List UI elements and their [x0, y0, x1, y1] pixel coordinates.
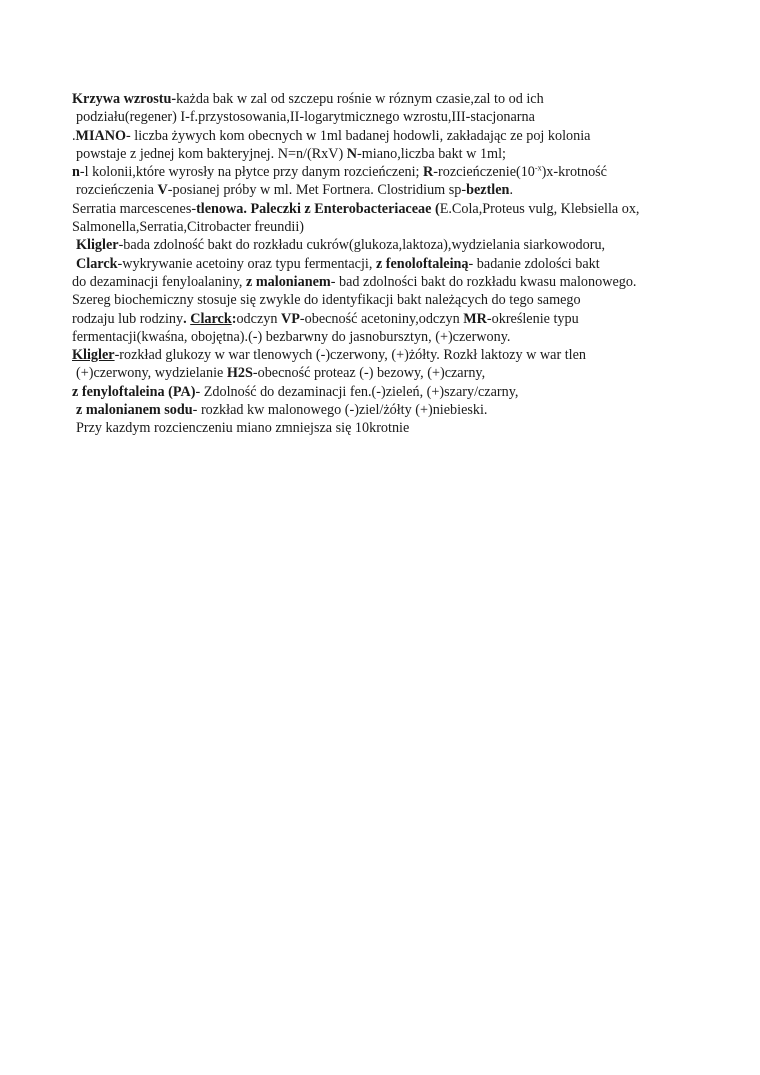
bold-term: Krzywa wzrostu- [72, 91, 177, 107]
text-line [72, 401, 712, 419]
bold-term: z fenoloftaleiną [375, 255, 469, 272]
text-run: - badanie zdolości bakt [468, 255, 600, 272]
text-line [72, 328, 712, 346]
bold-term: n [72, 164, 80, 181]
text-run: - Zdolność do dezaminacji fen.(-)zieleń, (+)szary/czarny, [195, 383, 519, 400]
text-line [72, 218, 712, 236]
text-run: -rozcieńczenie(10 [433, 164, 535, 181]
text-run: podziału(regener) I-f.przystosowania,II-logarytmicznego wzrostu,III-stacjonarna [76, 109, 535, 126]
bold-term: R [423, 164, 434, 181]
bold-term: z fenyloftaleina (PA) [72, 383, 196, 400]
text-line [72, 273, 712, 291]
text-run: powstaje z jednej kom bakteryjnej. N=n/(RxV) [76, 145, 347, 162]
text-line [72, 291, 712, 309]
bold-term: MIANO [75, 127, 126, 144]
text-line [72, 90, 712, 108]
bold-term: N [346, 145, 358, 162]
text-run: -l kolonii,które wyrosły na płytce przy danym rozcieńczeni; [79, 164, 424, 181]
text-run: fermentacji(kwaśna, obojętna).(-) bezbarwny do jasnobursztyn, (+)czerwony. [72, 328, 511, 345]
text-run: Salmonella,Serratia,Citrobacter freundii) [72, 219, 305, 236]
bold-term: Clarck [76, 255, 118, 272]
text-line [72, 127, 712, 145]
text-run: . [72, 127, 76, 144]
text-line [72, 383, 712, 401]
text-line [72, 236, 712, 254]
text-run: każda bak w zal od szczepu rośnie w róznym czasie,zal to od ich [176, 91, 544, 107]
text-run: rozcieńczenia [76, 182, 158, 199]
text-run: -obecność acetoniny,odczyn [299, 310, 464, 327]
text-run: -wykrywanie acetoiny oraz typu fermentacji, [117, 255, 376, 272]
bold-term: Clarck [190, 310, 232, 327]
text-line [72, 108, 712, 126]
text-run: Przy kazdym rozcienczeniu miano zmniejsza się 10krotnie [76, 420, 410, 437]
text-run: )x-krotność [541, 164, 607, 181]
text-run: . [509, 182, 513, 199]
text-run: -obecność proteaz (-) bezowy, (+)czarny, [252, 365, 486, 382]
text-run: E.Cola,Proteus vulg, Klebsiella ox, [439, 200, 640, 217]
text-run: odczyn [236, 310, 281, 327]
text-line [72, 364, 712, 382]
text-run: Serratia marcescenes- [72, 200, 197, 217]
text-run: -określenie typu [486, 310, 579, 327]
text-line [72, 310, 712, 328]
text-line [72, 346, 712, 364]
text-run: - rozkład kw malonowego (-)ziel/żółty (+)niebieski. [192, 402, 488, 419]
bold-term: Kligler [76, 237, 119, 254]
bold-term: H2S [226, 365, 253, 382]
bold-term: z malonianem [246, 273, 331, 290]
text-run: -miano,liczba bakt w 1ml; [357, 145, 506, 162]
text-run: - bad zdolności bakt do rozkładu kwasu malonowego. [330, 273, 637, 290]
text-line [72, 163, 712, 181]
text-run: do dezaminacji fenyloalaniny, [72, 273, 246, 290]
text-line [72, 145, 712, 163]
bold-term: V [157, 182, 168, 199]
bold-term: MR [463, 310, 487, 327]
bold-term: . [183, 310, 191, 327]
text-run: - liczba żywych kom obecnych w 1ml badanej hodowli, zakładając ze poj kolonia [126, 127, 591, 144]
text-run: -posianej próby w ml. Met Fortnera. Clostridium sp- [167, 182, 467, 199]
text-line [72, 419, 712, 437]
text-run: (+)czerwony, wydzielanie [76, 365, 227, 382]
bold-term: VP [280, 310, 300, 327]
bold-term: Kligler [72, 347, 115, 364]
text-line [72, 181, 712, 199]
document-body [72, 90, 712, 438]
text-run: -rozkład glukozy w war tlenowych (-)czerwony, (+)żółty. Rozkł laktozy w war tlen [114, 347, 586, 364]
superscript: -x [534, 163, 542, 173]
text-line [72, 255, 712, 273]
bold-term: : [231, 310, 237, 327]
text-run: Szereg biochemiczny stosuje się zwykle do identyfikacji bakt należących do tego samego [72, 292, 581, 309]
text-run: -bada zdolność bakt do rozkładu cukrów(glukoza,laktoza),wydzielania siarkowodoru, [118, 237, 606, 254]
bold-term: tlenowa. Paleczki z Enterobacteriaceae ( [196, 200, 440, 217]
bold-term: z malonianem sodu [76, 402, 193, 419]
bold-term: beztlen [466, 182, 510, 199]
text-run: rodzaju lub rodziny [72, 310, 184, 327]
text-line [72, 200, 712, 218]
